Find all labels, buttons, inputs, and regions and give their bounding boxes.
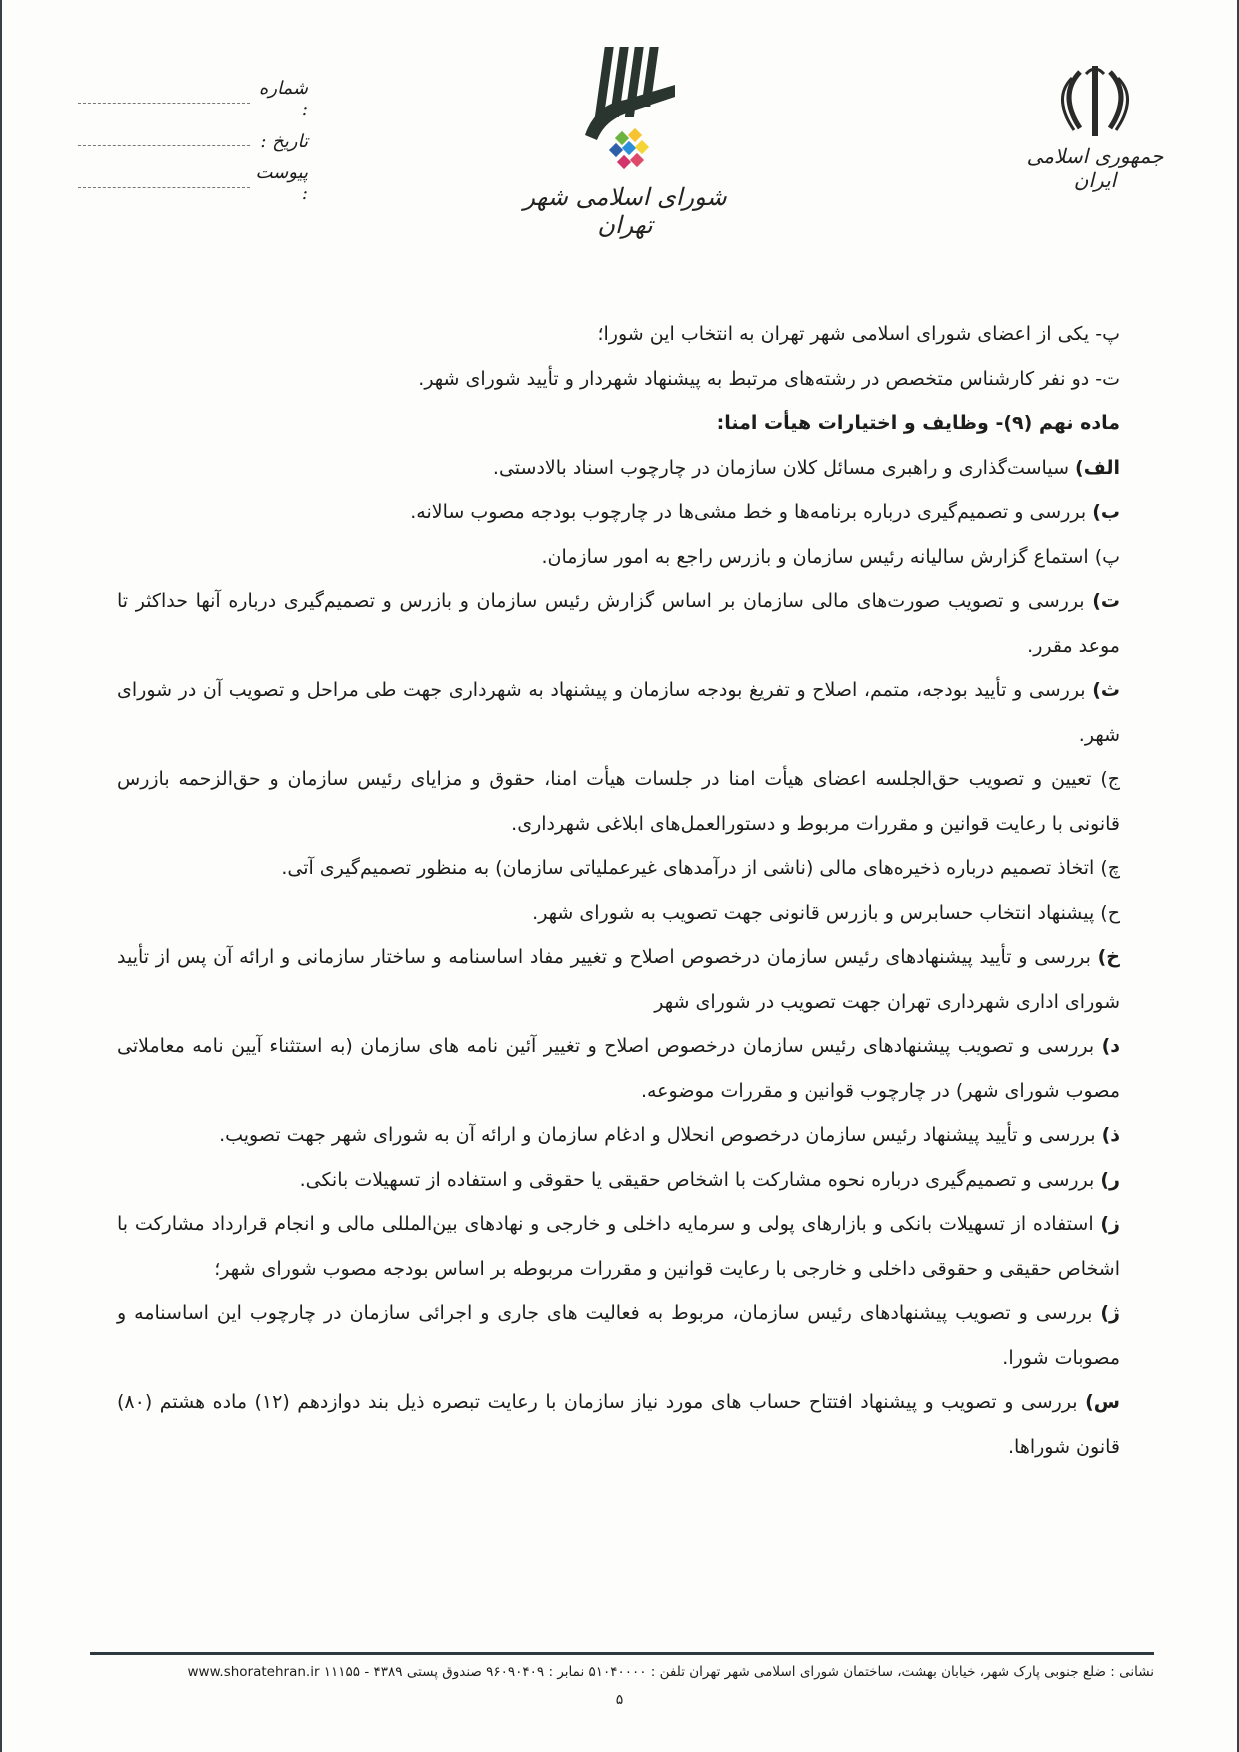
clause-label: ذ) xyxy=(1101,1124,1120,1146)
clause-text: استفاده از تسهیلات بانکی و بازارهای پولی و سرمایه داخلی و خارجی و نهادهای بین‌المللی مالی و انجام قرارداد مشارکت با اشخاص حقیقی و حقوقی داخلی و خارجی با رعایت قوانین و مقررات مربوطه بر اساس بودجه مصوب شورای شهر؛ xyxy=(117,1213,1120,1280)
clause-text: بررسی و تصمیم‌گیری درباره نحوه مشارکت با اشخاص حقیقی یا حقوقی و استفاده از تسهیلات بانکی. xyxy=(299,1168,1101,1191)
letter-meta-fields xyxy=(78,78,308,204)
clause xyxy=(117,891,1120,936)
clause-text: پ- یکی از اعضای شورای اسلامی شهر تهران به انتخاب این شورا؛ xyxy=(597,323,1120,345)
clause xyxy=(117,1024,1120,1113)
clause xyxy=(117,579,1120,668)
clause-text: ج) تعیین و تصویب حق‌الجلسه اعضای هیأت امنا در جلسات هیأت امنا، حقوق و مزایای رئیس سازمان و حق‌الزحمه بازرس قانونی با رعایت قوانین و مقررات مربوط و دستورالعمل‌های ابلاغی شهرداری. xyxy=(117,768,1120,835)
clause-label: ت) xyxy=(1092,590,1120,612)
clause-text: چ) اتخاذ تصمیم درباره ذخیره‌های مالی (ناشی از درآمدهای غیرعملیاتی سازمان) به منظور تصمیم‌گیری آتی. xyxy=(281,857,1120,879)
footer-address: نشانی : ضلع جنوبی پارک شهر، خیابان بهشت، ساختمان شورای اسلامی شهر تهران تلفن : ۵۱۰۴۰۰۰۰ نمابر : ۹۶۰۹۰۴۰۹ صندوق پستی ۴۳۸۹ - ۱۱۱۵۵ www.shoratehran.ir xyxy=(187,1664,1154,1680)
clause xyxy=(117,668,1120,757)
clause-label: د) xyxy=(1101,1035,1120,1057)
meta-number: شماره : xyxy=(78,78,308,120)
clause-label: ب) xyxy=(1092,501,1120,523)
clause xyxy=(117,490,1120,535)
clause-label: ز) xyxy=(1100,1213,1120,1235)
clause-text: ح) پیشنهاد انتخاب حسابرس و بازرس قانونی جهت تصویب به شورای شهر. xyxy=(532,901,1120,924)
clause xyxy=(117,1113,1120,1158)
clause-label: س) xyxy=(1085,1391,1120,1413)
scan-edge-left xyxy=(0,0,2,1752)
meta-date: تاریخ : xyxy=(78,120,308,162)
clause-label: ژ) xyxy=(1100,1302,1120,1324)
clause xyxy=(117,357,1120,402)
footer-divider xyxy=(90,1652,1154,1655)
clause-text: پ) استماع گزارش سالیانه رئیس سازمان و بازرس راجع به امور سازمان. xyxy=(541,545,1120,568)
iran-emblem: جمهوری اسلامی ایران xyxy=(1020,60,1170,192)
clause-text: سیاست‌گذاری و راهبری مسائل کلان سازمان در چارچوب اسناد بالادستی. xyxy=(492,456,1076,479)
clause-label: ماده نهم (۹)- وظایف و اختیارات هیأت امنا: xyxy=(716,412,1120,434)
clause-label: خ) xyxy=(1097,946,1120,968)
clause-label: ر) xyxy=(1100,1168,1120,1191)
clause-text: ت- دو نفر کارشناس متخصص در رشته‌های مرتبط به پیشنهاد شهردار و تأیید شورای شهر. xyxy=(418,367,1120,390)
clause xyxy=(117,535,1120,580)
clause xyxy=(117,935,1120,1024)
document-body xyxy=(117,312,1120,1469)
clause-text: بررسی و تصمیم‌گیری درباره برنامه‌ها و خط مشی‌ها در چارچوب بودجه مصوب سالانه. xyxy=(410,501,1093,523)
meta-attachment: پیوست : xyxy=(78,162,308,204)
clause-text: بررسی و تأیید پیشنهاد رئیس سازمان درخصوص انحلال و ادغام سازمان و ارائه آن به شورای شهر جهت تصویب. xyxy=(219,1124,1102,1146)
clause-text: بررسی و تصویب پیشنهادهای رئیس سازمان، مربوط به فعالیت های جاری و اجرائی سازمان در چارچوب این اساسنامه و مصوبات شورا. xyxy=(117,1302,1120,1369)
council-logo-icon xyxy=(565,45,685,175)
page-number: ۵ xyxy=(615,1692,624,1708)
clause xyxy=(117,1380,1120,1469)
clause-text: بررسی و تصویب پیشنهادهای رئیس سازمان درخصوص اصلاح و تغییر آئین نامه های سازمان (به استثناء آیین نامه معاملاتی مصوب شورای شهر) در چارچوب قوانین و مقررات موضوعه. xyxy=(117,1035,1120,1102)
clause-text: بررسی و تصویب و پیشنهاد افتتاح حساب های مورد نیاز سازمان با رعایت تبصره ذیل بند دوازدهم (۱۲) ماده هشتم (۸۰) قانون شوراها. xyxy=(117,1391,1120,1458)
clause-text: بررسی و تأیید پیشنهادهای رئیس سازمان درخصوص اصلاح و تغییر مفاد اساسنامه و ساختار سازمانی و ارائه آن پس از تأیید شورای اداری شهرداری تهران جهت تصویب در شورای شهر xyxy=(117,946,1120,1013)
clause xyxy=(117,1291,1120,1380)
clause-label: ث) xyxy=(1092,679,1120,701)
article-heading xyxy=(117,401,1120,446)
clause xyxy=(117,1158,1120,1203)
clause xyxy=(117,1202,1120,1291)
clause xyxy=(117,757,1120,846)
clause-text: بررسی و تصویب صورت‌های مالی سازمان بر اساس گزارش رئیس سازمان و بازرس و تصمیم‌گیری درباره آنها حداکثر تا موعد مقرر. xyxy=(117,590,1120,657)
clause-text: بررسی و تأیید بودجه، متمم، اصلاح و تفریغ بودجه سازمان و پیشنهاد به شهرداری جهت طی مراحل و تصویب آن در شورای شهر. xyxy=(117,679,1120,746)
tehran-council-logo: شورای اسلامی شهر تهران xyxy=(505,45,745,239)
clause xyxy=(117,312,1120,357)
iran-emblem-icon xyxy=(1050,60,1140,140)
clause-label: الف) xyxy=(1075,456,1120,479)
clause xyxy=(117,446,1120,491)
clause xyxy=(117,846,1120,891)
